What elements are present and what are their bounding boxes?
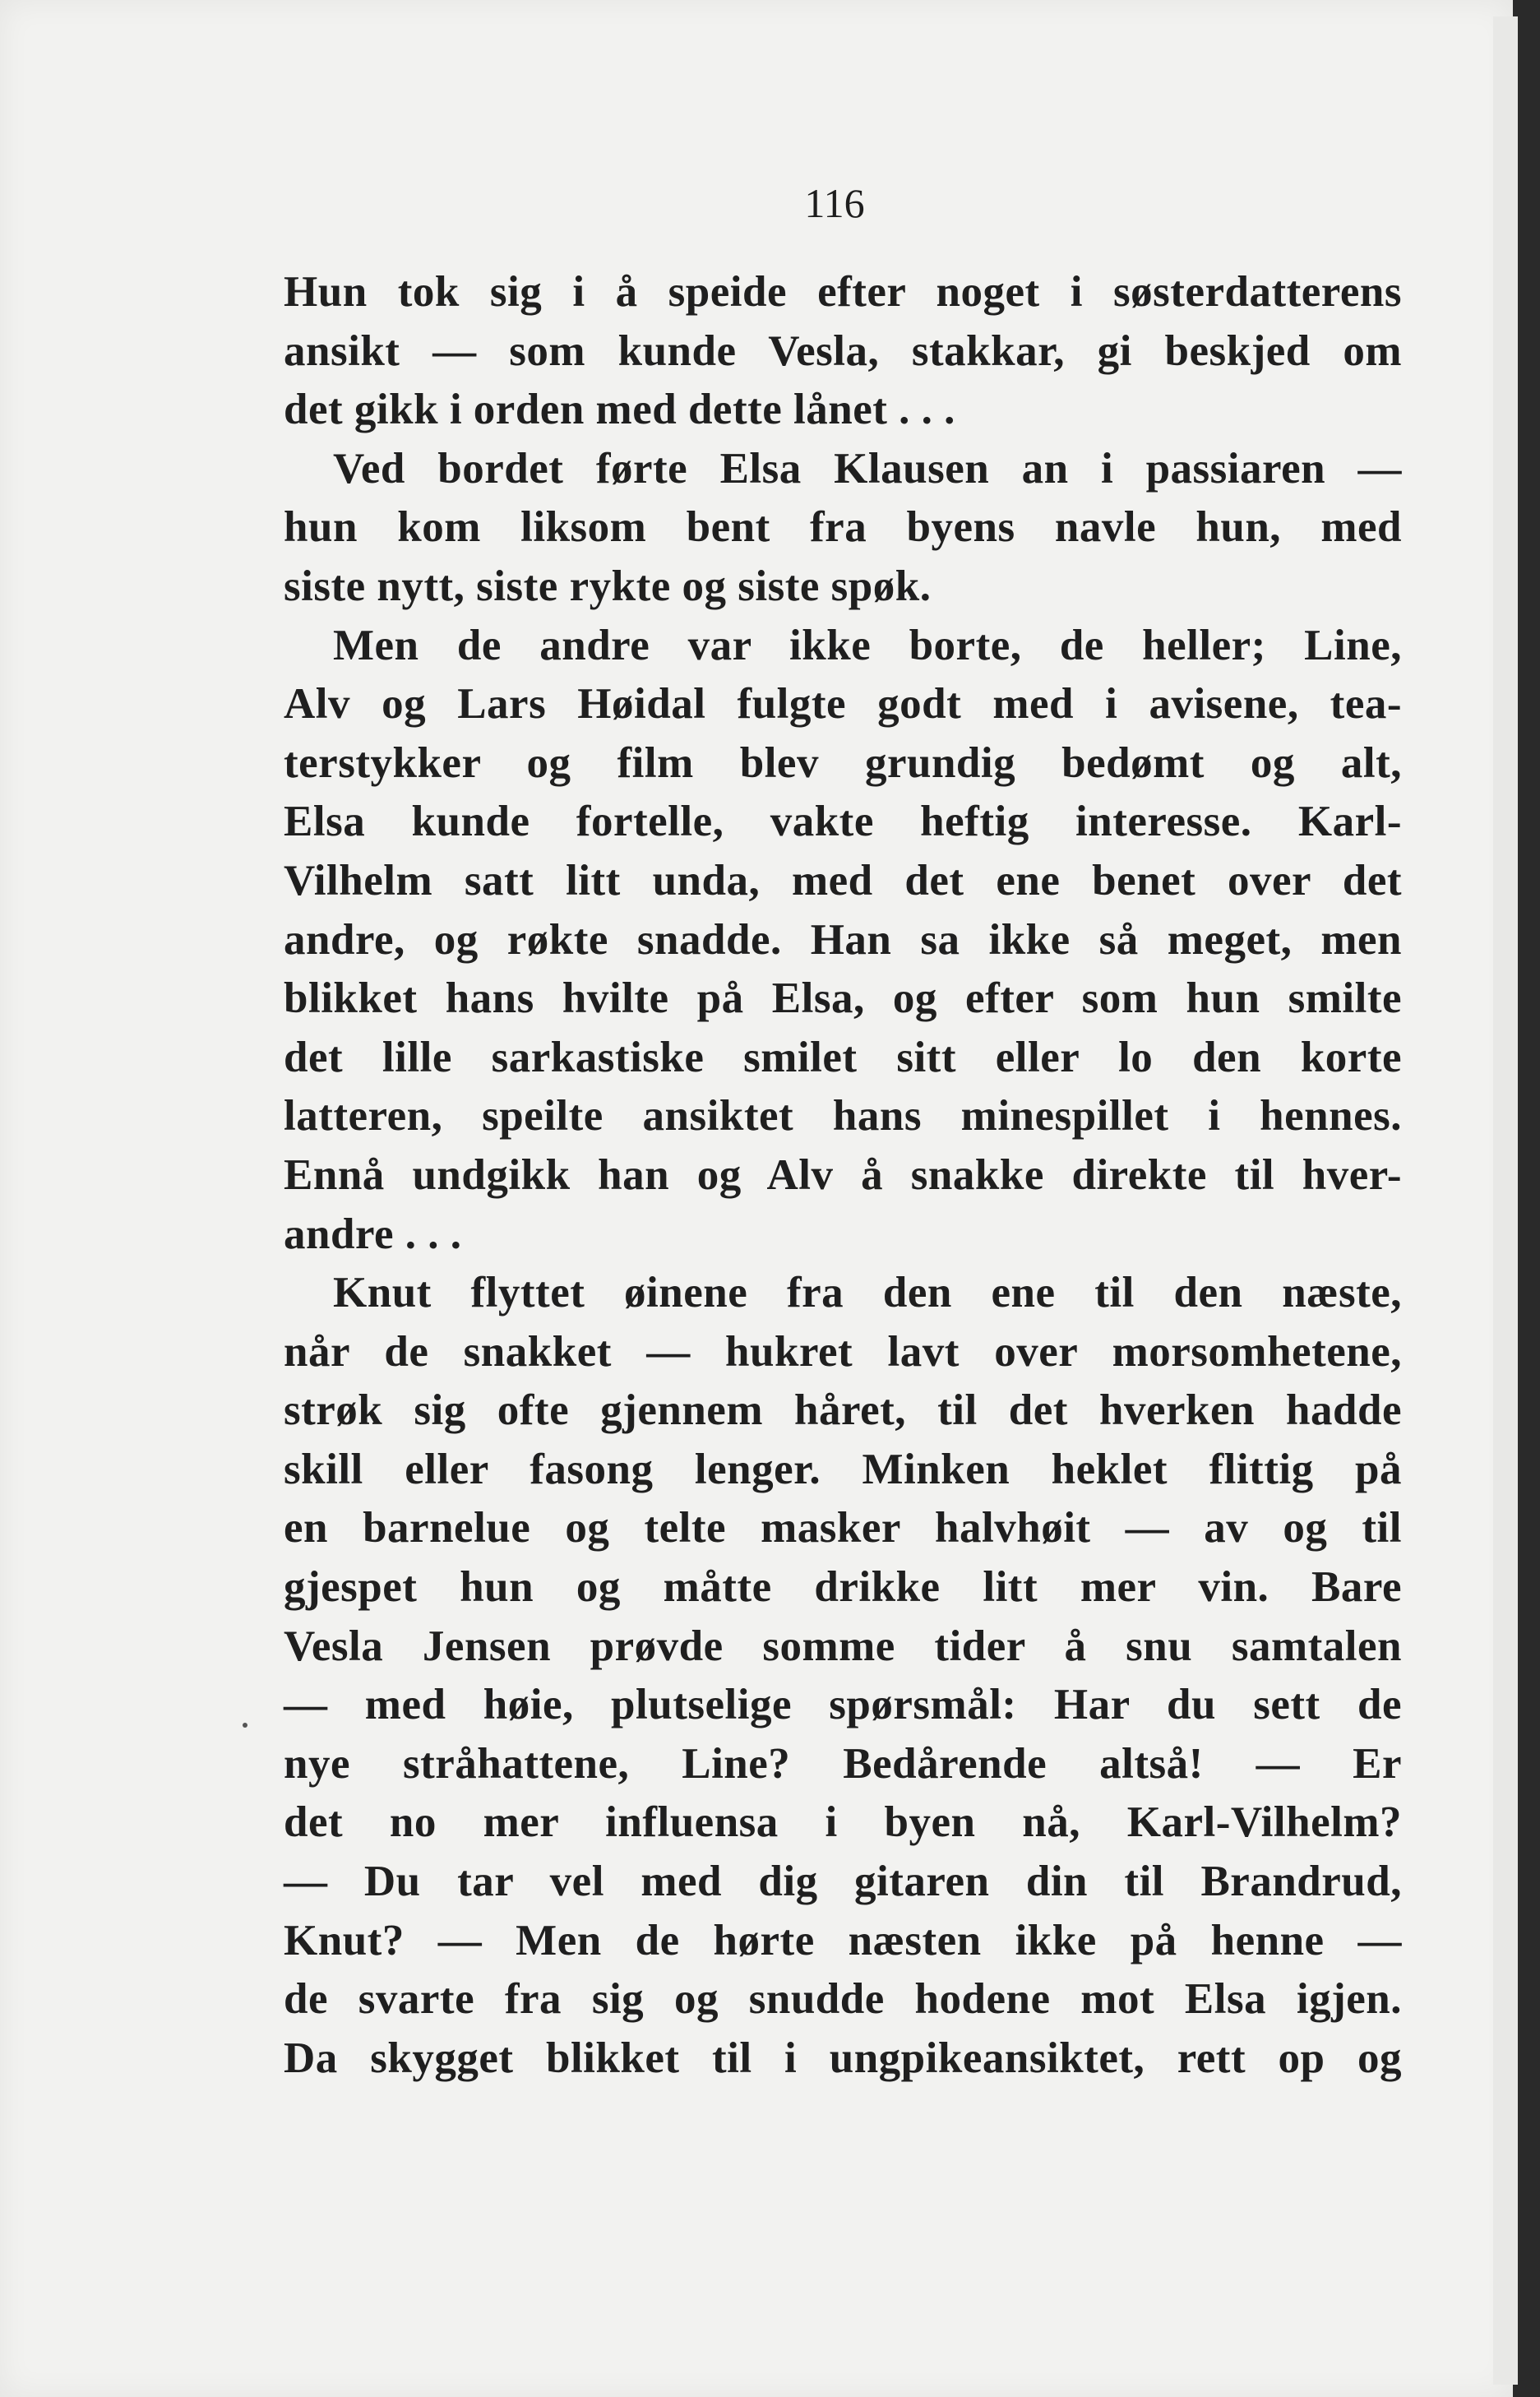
text-line: Vesla Jensen prøvde somme tider å snu samtalen bbox=[284, 1622, 1402, 1670]
text-line: Ennå undgikk han og Alv å snakke direkte til hver- bbox=[284, 1150, 1402, 1199]
text-line: latteren, speilte ansiktet hans minespillet i hennes. bbox=[284, 1092, 1402, 1141]
text-line: siste nytt, siste rykte og siste spøk. bbox=[284, 562, 932, 610]
text-line: Hun tok sig i å speide efter noget i søsterdatterens bbox=[284, 268, 1402, 316]
text-line: Alv og Lars Høidal fulgte godt med i avisene, tea- bbox=[284, 680, 1402, 729]
text-line: Elsa kunde fortelle, vakte heftig interesse. Karl- bbox=[284, 798, 1402, 846]
text-line: Knut? — Men de hørte næsten ikke på henne — bbox=[284, 1916, 1402, 1964]
paper-speck bbox=[243, 1723, 247, 1728]
text-line: hun kom liksom bent fra byens navle hun, med bbox=[284, 503, 1402, 552]
text-line: Vilhelm satt litt unda, med det ene benet over det bbox=[284, 856, 1402, 905]
text-line: gjespet hun og måtte drikke litt mer vin. Bare bbox=[284, 1563, 1402, 1612]
text-line: andre . . . bbox=[284, 1210, 462, 1258]
text-line: strøk sig ofte gjennem håret, til det hverken hadde bbox=[284, 1386, 1402, 1435]
text-line: det gikk i orden med dette lånet . . . bbox=[284, 386, 955, 434]
text-line: det lille sarkastiske smilet sitt eller lo den korte bbox=[284, 1033, 1402, 1081]
text-line: — med høie, plutselige spørsmål: Har du sett de bbox=[284, 1681, 1402, 1729]
text-line: når de snakket — hukret lavt over morsomhetene, bbox=[284, 1327, 1402, 1376]
text-line: skill eller fasong lenger. Minken heklet flittig på bbox=[284, 1445, 1402, 1493]
text-line: Men de andre var ikke borte, de heller; Line, bbox=[333, 621, 1402, 669]
page-number: 116 bbox=[804, 180, 865, 226]
page-edge bbox=[1493, 16, 1518, 2385]
text-line: blikket hans hvilte på Elsa, og efter som hun smilte bbox=[284, 974, 1402, 1023]
text-line: ansikt — som kunde Vesla, stakkar, gi beskjed om bbox=[284, 326, 1402, 375]
text-line: Ved bordet førte Elsa Klausen an i passiaren — bbox=[333, 444, 1402, 493]
text-line: nye stråhattene, Line? Bedårende altså! — Er bbox=[284, 1739, 1402, 1788]
text-line: andre, og røkte snadde. Han sa ikke så meget, men bbox=[284, 915, 1402, 964]
text-line: Da skygget blikket til i ungpikeansiktet, rett op og bbox=[284, 2034, 1402, 2082]
text-line: de svarte fra sig og snudde hodene mot Elsa igjen. bbox=[284, 1975, 1402, 2024]
text-line: terstykker og film blev grundig bedømt og alt, bbox=[284, 738, 1402, 787]
text-line: det no mer influensa i byen nå, Karl-Vilhelm? bbox=[284, 1798, 1402, 1847]
body-text bbox=[284, 263, 1402, 2088]
text-line: Knut flyttet øinene fra den ene til den næste, bbox=[333, 1269, 1402, 1317]
text-line: en barnelue og telte masker halvhøit — av og til bbox=[284, 1504, 1402, 1552]
text-line: — Du tar vel med dig gitaren din til Brandrud, bbox=[284, 1858, 1402, 1906]
